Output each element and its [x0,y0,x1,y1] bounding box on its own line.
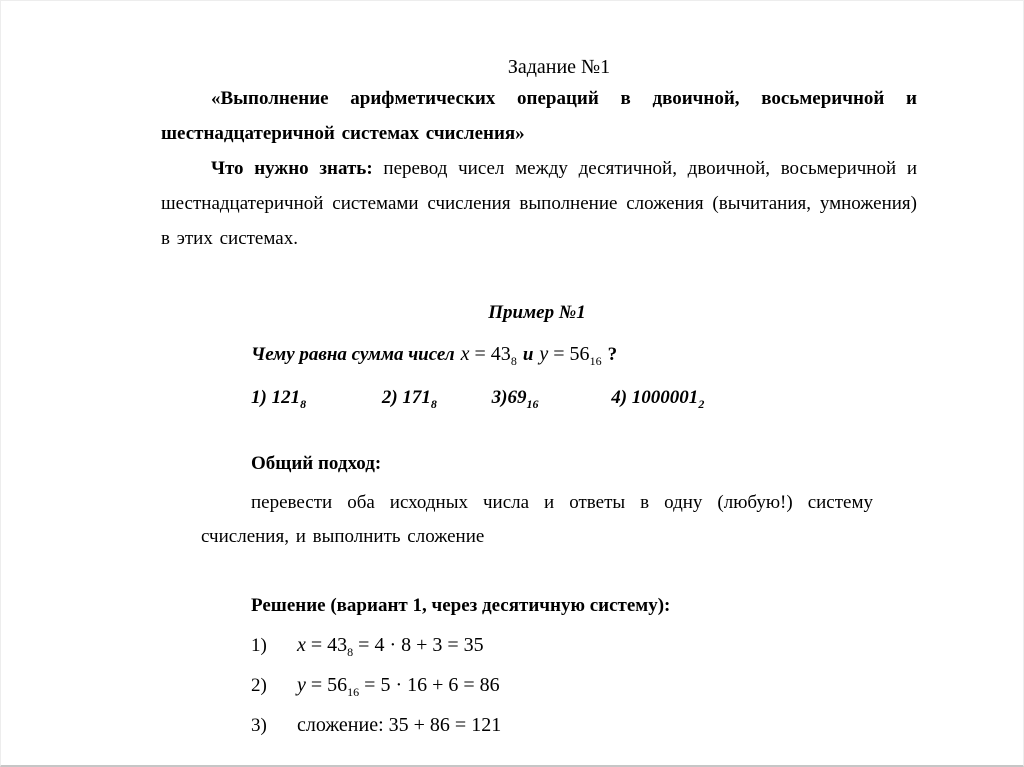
step-1-rest: = 4 · 8 + 3 = 35 [353,634,484,656]
step-2-var: y [297,674,306,696]
answer-options [201,386,873,410]
solution-step-1 [251,633,873,658]
math-x-var: x [460,343,470,365]
step-2-formula [297,674,500,699]
math-x-sub: 8 [510,354,517,368]
step-2-number: 2) [251,675,267,696]
know-paragraph [161,151,917,256]
question-lead: Чему равна сумма чисел [251,344,455,365]
document-body [1,1,1023,738]
question-conjunction: и [522,344,534,365]
step-3-text: сложение: 35 + 86 = 121 [297,714,502,736]
math-x [460,343,517,368]
know-text: перевод чисел между десятичной, двоичной, восьмеричной и шестнадцатеричной системами счисления выполнение сложения (вычитания, умножения) в этих системах. [161,158,918,249]
step-2-rest: = 5 · 16 + 6 = 86 [359,674,500,696]
step-2-eq: = 56 [305,674,348,696]
approach-heading: Общий подход: [251,453,382,474]
answer-option-2 [382,386,437,410]
option-3-base: 16 [526,396,539,411]
subtitle: «Выполнение арифметических операций в двоичной, восьмеричной и шестнадцатеричной системах счисления» [161,88,917,144]
example-question [201,341,873,368]
option-2-text: 2) 171 [381,387,431,408]
option-4-base: 2 [698,396,705,411]
step-1-base: 8 [347,645,354,659]
answer-option-3 [492,386,539,410]
math-y-sub: 16 [589,354,602,368]
math-y-var: y [539,343,549,365]
solution-step-3 [251,713,873,738]
option-2-base: 8 [430,396,437,411]
answer-option-1 [251,386,306,410]
step-1-number: 1) [251,635,267,656]
answer-option-4 [611,386,704,410]
solution-heading: Решение (вариант 1, через десятичную систему): [251,595,671,616]
step-1-formula [297,634,484,659]
solution-step-2 [251,673,873,698]
step-2-base: 16 [347,685,360,699]
math-y [539,343,602,368]
math-x-eq: = 43 [469,343,511,365]
page-title: Задание №1 [507,56,611,78]
example-section [201,302,873,738]
step-1-var: x [297,634,306,656]
example-heading: Пример №1 [488,302,586,323]
step-3-number: 3) [251,715,267,736]
option-3-text: 3)69 [491,387,527,408]
approach-text: перевести оба исходных числа и ответы в одну (любую!) систему счисления, и выполнить сложение [201,492,873,547]
step-1-eq: = 43 [305,634,348,656]
option-1-base: 8 [300,396,307,411]
question-tail: ? [607,344,618,365]
know-label: Что нужно знать: [211,158,373,179]
math-y-eq: = 56 [548,343,590,365]
option-1-text: 1) 121 [251,387,301,408]
solution-steps [251,633,873,738]
option-4-text: 4) 1000001 [611,387,699,408]
